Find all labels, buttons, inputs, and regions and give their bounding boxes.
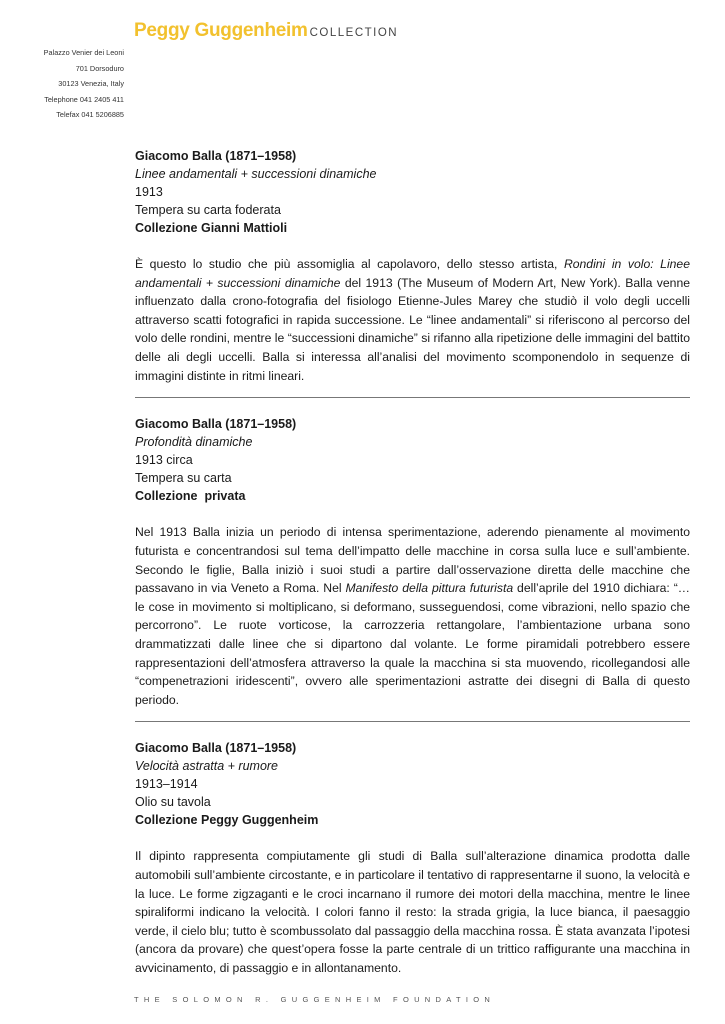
artwork-description [135, 255, 690, 385]
desc-text: Nel 1913 Balla inizia un periodo di intensa sperimentazione, aderendo pienamente al movimento futurista e concentrandosi sul tema dell’impatto delle macchine in corsa sulla luce e sull’ambiente. Secondo le figlie, Balla iniziò i suoi studi a partire dall’osservazione diretta delle macchine che passavano in via Veneto a Roma. Nel [135, 525, 690, 596]
desc-italic: Manifesto della pittura futurista [345, 581, 514, 596]
artwork-medium: Olio su tavola [135, 795, 211, 810]
address-block [44, 45, 124, 123]
desc-text: del 1913 (The Museum of Modern Art, New York). Balla venne influenzato dalla crono-fotografia del fisiologo Etienne-Jules Marey che studiò il volo degli uccelli attraverso scatti fotografici in rapida successione. Le “linee andamentali” si riferiscono al percorso del volo delle rondini, mentre le “successioni dinamiche” si rifanno alla ripetizione delle immagini del battito delle ali degli uccelli. Balla si interessa all’analisi del movimento scomponendolo in sequenze di immagini distinte in ritmi lineari. [135, 275, 690, 383]
artwork-title: Linee andamentali + successioni dinamiche [135, 167, 377, 181]
address-line: Palazzo Venier dei Leoni [43, 48, 124, 57]
desc-text: Il dipinto rappresenta compiutamente gli studi di Balla sull’alterazione dinamica prodotta dalle automobili sull’ambiente circostante, e in particolare il tentativo di rappresentarne il suono, la velocità e la luce. Le forme zigzaganti e le croci incarnano il rumore dei motori della macchina, mentre le linee spiraliformi indicano la velocità. I colori fanno il resto: la strada grigia, la luce bianca, il paesaggio verde, il cielo blu; tutto è scombussolato dal passaggio della macchina rossa. È stata avanzata l’ipotesi (ancora da provare) che quest’opera fosse la parte centrale di un trittico raffigurante una macchina in avvicinamento, di passaggio e in allontanamento. [135, 849, 690, 976]
main-content [135, 147, 690, 990]
artwork-title: Profondità dinamiche [135, 435, 253, 450]
logo-sub: COLLECTION [309, 27, 399, 39]
divider [135, 721, 690, 722]
address-line: 30123 Venezia, Italy [58, 79, 124, 88]
artwork-collection: Collezione Gianni Mattioli [135, 221, 288, 235]
artwork-caption [135, 147, 690, 237]
artwork-entry [135, 739, 690, 977]
logo-main: Peggy Guggenheim [134, 20, 308, 41]
artwork-description [135, 847, 690, 977]
desc-text: È questo lo studio che più assomiglia al capolavoro, dello stesso artista, [135, 257, 564, 271]
artwork-caption [135, 415, 690, 505]
divider [135, 397, 690, 398]
artwork-medium: Tempera su carta [135, 471, 232, 486]
artwork-date: 1913 circa [135, 453, 193, 468]
footer-foundation: THE SOLOMON R. GUGGENHEIM FOUNDATION [134, 995, 496, 1004]
artwork-caption [135, 739, 690, 829]
address-line: 701 Dorsoduro [75, 63, 124, 73]
artwork-date: 1913–1914 [135, 777, 198, 792]
artist-name: Giacomo Balla (1871–1958) [135, 741, 297, 756]
artwork-collection: Collezione Peggy Guggenheim [135, 813, 319, 828]
desc-italic: Rondini in volo: Linee andamentali + successioni dinamiche [135, 257, 690, 290]
artwork-date: 1913 [135, 185, 163, 199]
artwork-description [135, 523, 690, 709]
telephone: Telephone 041 2405 411 [44, 94, 124, 104]
artwork-collection: Collezione privata [135, 489, 246, 504]
logo [134, 20, 398, 42]
artwork-entry [135, 415, 690, 709]
telefax: Telefax 041 5206885 [56, 110, 124, 119]
artwork-medium: Tempera su carta foderata [135, 203, 281, 217]
artwork-title: Velocità astratta + rumore [135, 759, 279, 774]
artist-name: Giacomo Balla (1871–1958) [135, 417, 297, 432]
artist-name: Giacomo Balla (1871–1958) [135, 149, 297, 163]
desc-text: dell’aprile del 1910 dichiara: “…le cose in movimento si moltiplicano, si deformano, susseguendosi, come vibrazioni, nello spazio che percorrono”. Le ruote vorticose, la carrozzeria rettangolare, l’ambientazione urbana sono drammatizzati dalle linee che si dipartono dal volante. Le forme piramidali potrebbero essere rappresentazioni dell’atmosfera attraverso la quale la macchina si sta muovendo, ricollegandosi alle “compenetrazioni iridescenti”, ovvero alle sperimentazioni astratte dei disegni di Balla di questo periodo. [135, 581, 690, 707]
artwork-entry [135, 147, 690, 385]
